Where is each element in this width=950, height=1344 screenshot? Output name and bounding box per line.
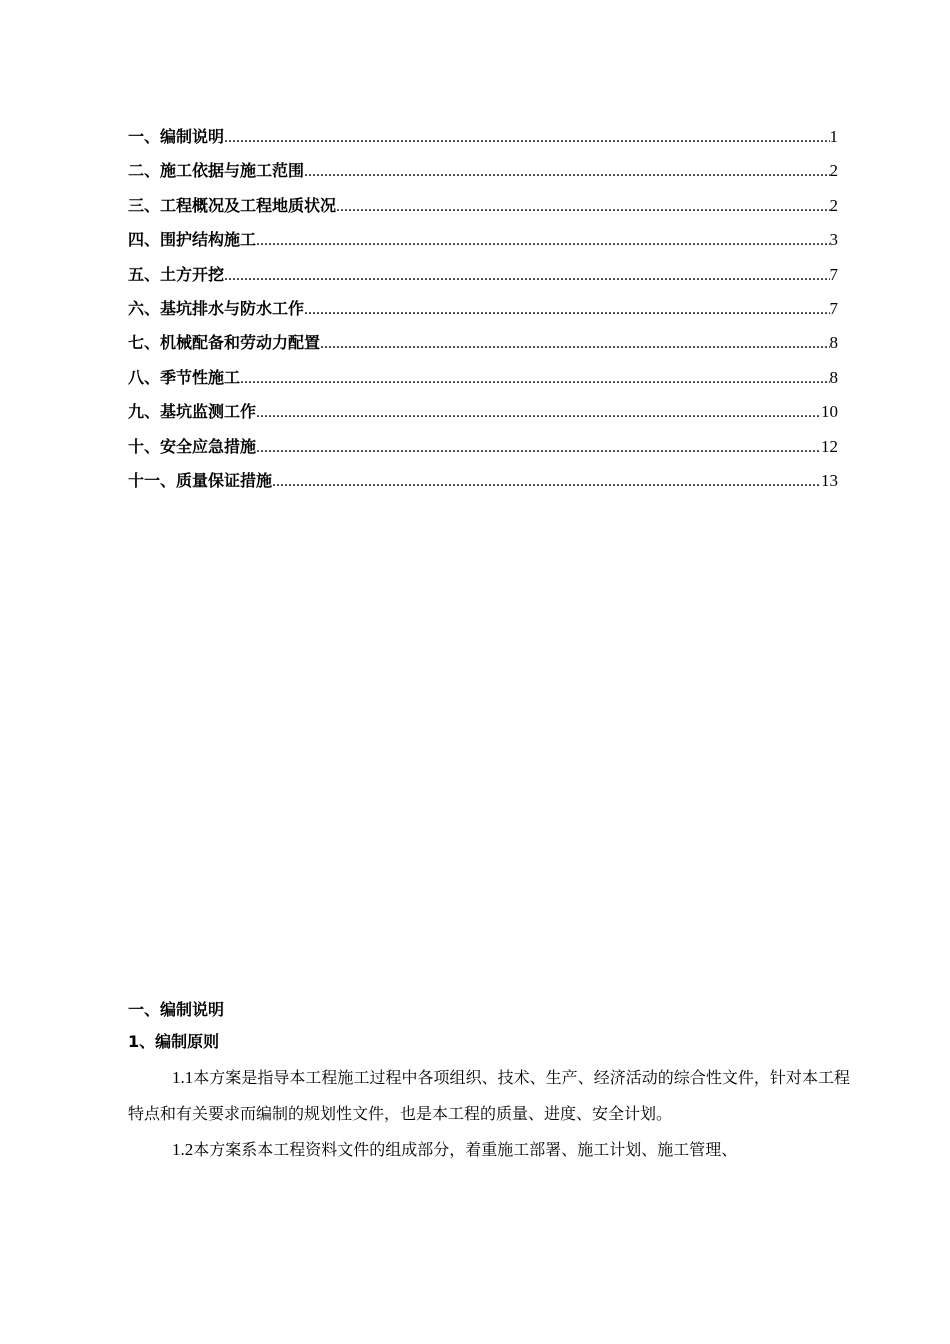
toc-leader-dots xyxy=(304,301,829,319)
body-section xyxy=(128,996,850,1168)
toc-entry-page: 7 xyxy=(829,264,838,284)
toc-entry-page: 7 xyxy=(829,298,838,318)
toc-entry[interactable] xyxy=(128,124,838,158)
toc-entry-page: 10 xyxy=(821,402,838,422)
toc-leader-dots xyxy=(336,198,829,216)
toc-leader-dots xyxy=(304,163,829,181)
toc-leader-dots xyxy=(272,473,821,491)
toc-leader-dots xyxy=(256,232,829,250)
toc-entry-title: 三、工程概况及工程地质状况 xyxy=(128,195,337,215)
toc-entry-title: 十一、质量保证措施 xyxy=(128,470,273,490)
toc-entry[interactable] xyxy=(128,296,838,330)
paragraph-text: 本方案系本工程资料文件的组成部分，着重施工部署、施工计划、施工管理、 xyxy=(193,1140,738,1159)
toc-entry[interactable] xyxy=(128,158,838,192)
toc-leader-dots xyxy=(256,404,821,422)
toc-entry-title: 八、季节性施工 xyxy=(128,367,241,387)
toc-entry-title: 五、土方开挖 xyxy=(128,264,225,284)
toc-entry[interactable] xyxy=(128,434,838,468)
toc-entry-page: 3 xyxy=(829,230,838,250)
toc-entry-page: 12 xyxy=(821,436,838,456)
toc-leader-dots xyxy=(256,439,821,457)
toc-entry-title: 四、围护结构施工 xyxy=(128,230,257,250)
toc-entry[interactable] xyxy=(128,193,838,227)
toc-entry-page: 2 xyxy=(829,161,838,181)
toc-entry[interactable] xyxy=(128,330,838,364)
toc-leader-dots xyxy=(224,267,829,285)
toc-entry[interactable] xyxy=(128,468,838,502)
toc-entry-title: 二、施工依据与施工范围 xyxy=(128,161,305,181)
toc-leader-dots xyxy=(320,335,829,353)
toc-entry-page: 13 xyxy=(821,470,838,490)
body-paragraph xyxy=(128,1132,850,1168)
toc-entry[interactable] xyxy=(128,262,838,296)
toc-entry-title: 十、安全应急措施 xyxy=(128,436,257,456)
toc-entry-title: 一、编制说明 xyxy=(128,127,225,146)
body-paragraph xyxy=(128,1060,850,1132)
toc-entry-title: 七、机械配备和劳动力配置 xyxy=(128,333,321,353)
paragraph-number: 1.2 xyxy=(172,1140,194,1159)
toc-entry-page: 8 xyxy=(829,367,838,387)
toc-entry[interactable] xyxy=(128,227,838,261)
toc-entry[interactable] xyxy=(128,399,838,433)
paragraph-number: 1.1 xyxy=(172,1068,194,1087)
toc-entry-page: 8 xyxy=(829,333,838,353)
toc-entry[interactable] xyxy=(128,365,838,399)
toc-leader-dots xyxy=(240,370,829,388)
toc-entry-page: 2 xyxy=(829,195,838,215)
section-heading: 一、编制说明 xyxy=(128,1000,225,1019)
toc-leader-dots xyxy=(224,129,829,147)
table-of-contents xyxy=(128,124,838,502)
toc-entry-title: 六、基坑排水与防水工作 xyxy=(128,298,305,318)
toc-entry-title: 九、基坑监测工作 xyxy=(128,402,257,422)
subsection-heading: 1、编制原则 xyxy=(128,1032,220,1051)
toc-entry-page: 1 xyxy=(829,127,838,146)
paragraph-text: 本方案是指导本工程施工过程中各项组织、技术、生产、经济活动的综合性文件，针对本工程特点和有关要求而编制的规划性文件，也是本工程的质量、进度、安全计划。 xyxy=(128,1068,850,1123)
